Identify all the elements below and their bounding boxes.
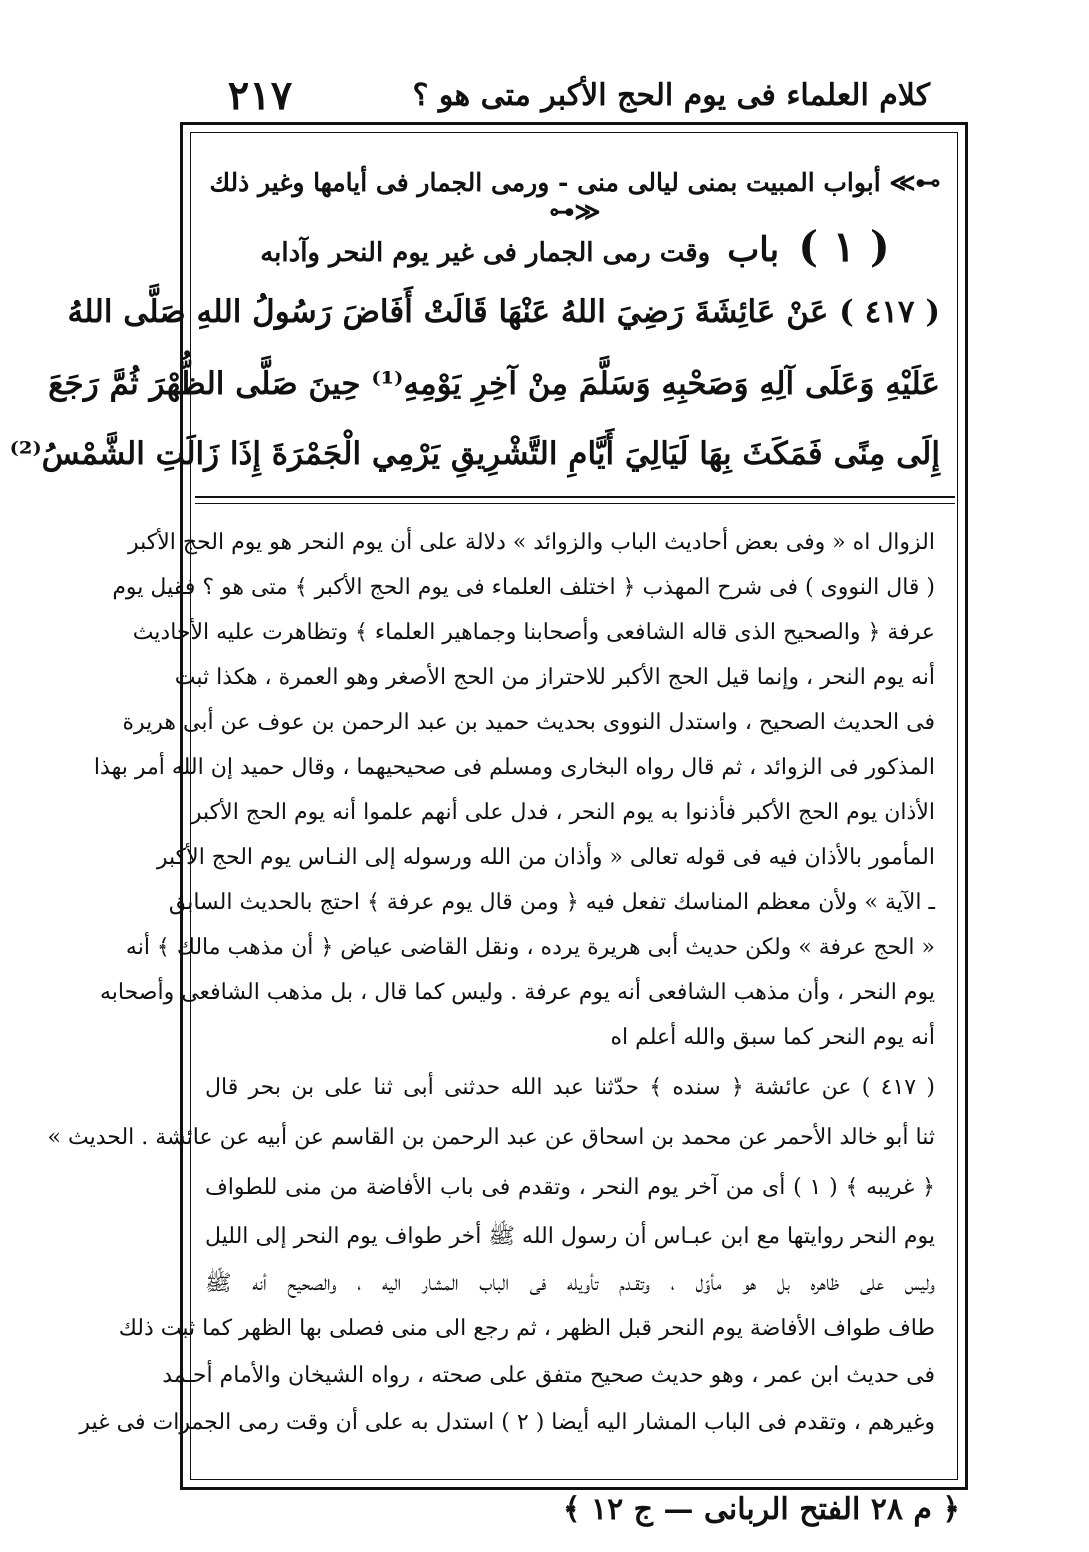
- commentary-line: عرفة ﴿ والصحيح الذى قاله الشافعى وأصحابنا وجماهير العلماء ﴾ وتظاهرت عليه الأحاديث: [132, 620, 935, 645]
- page-number: ٢١٧: [227, 72, 293, 119]
- bab-word: باب: [727, 230, 780, 270]
- commentary-line: فى حديث ابن عمر ، وهو حديث صحيح متفق على صحته ، رواه الشيخان والأمام أحـمد: [162, 1363, 935, 1388]
- hadith-line: إِلَى مِنًى فَمَكَثَ بِهَا لَيَالِيَ أَيَّامِ التَّشْرِيقِ يَرْمِي الْجَمْرَةَ إِذَا زَالَتِ الشَّمْسُ⁽²⁾: [9, 436, 940, 472]
- commentary-line: ﴿ غريبه ﴾ ( ١ ) أى من آخر يوم النحر ، وتقدم فى باب الأفاضة من منى للطواف: [205, 1175, 935, 1200]
- commentary-line: ثنا أبو خالد الأحمر عن محمد بن اسحاق عن عبد الرحمن بن القاسم عن أبيه عن عائشة . الحديث »: [47, 1125, 935, 1150]
- commentary-line: « الحج عرفة » ولكن حديث أبى هريرة يرده ، ونقل القاضى عياض ﴿ أن مذهب مالك ﴾ أنه: [125, 935, 935, 960]
- commentary-line: المأمور بالأذان فيه فى قوله تعالى « وأذان من الله ورسوله إلى النـاس يوم الحج الأكبر: [156, 845, 935, 870]
- commentary-line: المذكور فى الزوائد ، ثم قال رواه البخارى ومسلم فى صحيحيهما ، وقال حميد إن الله أمر بهذا: [93, 755, 935, 780]
- footer-signature: ﴿ م ٢٨ الفتح الربانى — ج ١٢ ﴾: [562, 1492, 960, 1527]
- bab-heading: [200, 222, 950, 271]
- section-divider: [195, 496, 955, 504]
- commentary-line: ( قال النووى ) فى شرح المهذب ﴿ اختلف العلماء فى يوم الحج الأكبر ﴾ متى هو ؟ فقيل يوم: [112, 575, 935, 600]
- commentary-line: ـ الآية » ولأن معظم المناسك تفعل فيه ﴿ ومن قال يوم عرفة ﴾ احتج بالحديث السابق: [168, 890, 935, 915]
- chapter-heading: ⊶≫ أبواب المبيت بمنى ليالى منى - ورمى الجمار فى أيامها وغير ذلك ≪⊷: [209, 168, 941, 226]
- commentary-line: وغيرهم ، وتقدم فى الباب المشار اليه أيضا ( ٢ ) استدل به على أن وقت رمى الجمرات فى غير: [79, 1410, 935, 1435]
- commentary-line: أنه يوم النحر كما سبق والله أعلم اه: [610, 1025, 935, 1050]
- commentary-line: فى الحديث الصحيح ، واستدل النووى بحديث حميد بن عبد الرحمن بن عوف عن أبى هريرة: [122, 710, 935, 735]
- commentary-line: الأذان يوم الحج الأكبر فأذنوا به يوم النحر ، فدل على أنهم علموا أنه يوم الحج الأكبر: [190, 800, 935, 825]
- commentary-line: أنه يوم النحر ، وإنما قيل الحج الأكبر للاحتراز من الحج الأصغر وهو العمرة ، هكذا ثبت: [174, 665, 935, 690]
- hadith-line: عَلَيْهِ وَعَلَى آلِهِ وَصَحْبِهِ وَسَلَّمَ مِنْ آخِرِ يَوْمِهِ⁽¹⁾ حِينَ صَلَّى الظُّهْرَ ثُمَّ رَجَعَ: [48, 366, 940, 402]
- commentary-line: ( ٤١٧ ) عن عائشة ﴿ سنده ﴾ حدّثنا عبد الله حدثنى أبى ثنا على بن بحر قال: [205, 1075, 935, 1100]
- running-title: كلام العلماء فى يوم الحج الأكبر متى هو ؟: [412, 78, 930, 113]
- commentary-line: الزوال اه « وفى بعض أحاديث الباب والزوائد » دلالة على أن يوم النحر هو يوم الحج الأكبر: [127, 530, 935, 555]
- commentary-line: يوم النحر روايتها مع ابن عبـاس أن رسول الله ﷺ أخر طواف يوم النحر إلى الليل: [205, 1224, 935, 1249]
- bab-number: ( ١ ): [798, 222, 890, 271]
- commentary-line: طاف طواف الأفاضة يوم النحر قبل الظهر ، ثم رجع الى منى فصلى بها الظهر كما ثبت ذلك: [118, 1316, 935, 1341]
- bab-title: وقت رمى الجمار فى غير يوم النحر وآدابه: [260, 238, 711, 268]
- commentary-line: وليس على ظاهره بل هو مأوّل ، وتقـدم تأويله فى الباب المشار اليه ، والصحيح أنه ﷺ: [205, 1271, 935, 1296]
- commentary-line: يوم النحر ، وأن مذهب الشافعى أنه يوم عرفة . وليس كما قال ، بل مذهب الشافعى وأصحابه: [99, 980, 935, 1005]
- hadith-line: ( ٤١٧ ) عَنْ عَائِشَةَ رَضِيَ اللهُ عَنْهَا قَالَتْ أَفَاضَ رَسُولُ اللهِ صَلَّى اللهُ: [67, 294, 940, 330]
